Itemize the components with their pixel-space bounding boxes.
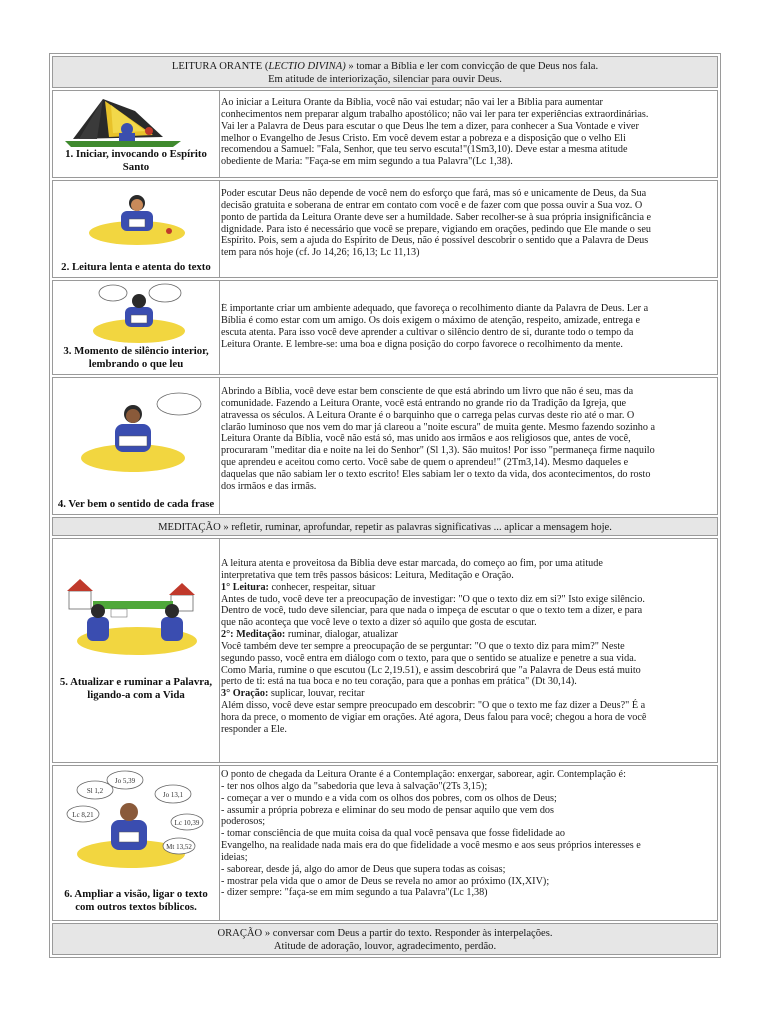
text-line: responder a Ele. (221, 723, 287, 735)
text-line: melhor o Evangelho de Jesus Cristo. Em você devem estar a pobreza e a disposição que o velho Eli (221, 132, 626, 144)
text-line: dos irmãos e das irmãs. (221, 480, 317, 492)
step-1-caption: 1. Iniciar, invocando o Espírito Santo (65, 148, 207, 173)
step-row-2 (52, 180, 718, 278)
text-line: Dentro de você, tudo deve silenciar, para que nada o impeça de escutar o que o texto tem a dizer, e para (221, 605, 643, 617)
step-5-caption: 5. Atualizar e ruminar a Palavra, ligando-a com a Vida (59, 676, 213, 701)
step-heading: 3° Oração: suplicar, louvar, recitar (221, 688, 365, 700)
text-line: - ter nos olhos algo da "sabedoria que leva à salvação"(2Ts 3,15); (221, 780, 488, 792)
text-line: Poder escutar Deus não depende de você nem do esforço que fará, mas só e unicamente de Deus, da Sua (221, 188, 647, 199)
text-line: - mostrar pela vida que o amor de Deus se revela no amor ao próximo (IX,XIV); (221, 875, 550, 887)
text-line: conhecimentos nem preparar algum trabalho apostólico; não vai ler para ter experiências extraordinárias. (221, 108, 649, 120)
text-line: comunidade. Fazendo a Leitura Orante, você está entrando no grande rio da Tradição da Igreja, que (221, 397, 627, 409)
step-4-caption: 4. Ver bem o sentido de cada frase (57, 498, 215, 510)
bubble-ref-1: Sl 1,2 (86, 787, 104, 795)
step-4-cell (53, 378, 220, 514)
text-line: Você também deve ter sempre a preocupação de se perguntar: "O que o texto diz para mim?" Neste (221, 640, 625, 652)
step-heading: 1° Leitura: conhecer, respeitar, situar (221, 581, 376, 593)
text-line: interpretativa que tem três passos básicos: Leitura, Meditação e Oração. (221, 569, 514, 581)
step-5-cell (53, 539, 220, 762)
text-line: Evangelho, na realidade nada mais era do que fidelidade a você mesmo e aos seus próprios interesses e (221, 840, 641, 852)
text-line: procuraram "meditar dia e noite na lei do Senhor" (Sl 1,3). São muitos! Por isso "permaneça firme naquilo (221, 445, 655, 457)
meditation-band: MEDITAÇÃO » refletir, ruminar, aprofundar, repetir as palavras significativas ... aplicar a mensagem hoje. (52, 517, 718, 536)
oracao-line2: Atitude de adoração, louvor, agradecimento, perdão. (273, 941, 497, 952)
step-6-caption: 6. Ampliar a visão, ligar o texto com outros textos bíblicos. (64, 888, 208, 913)
header-line2: Em atitude de interiorização, silenciar para ouvir Deus. (268, 74, 502, 85)
text-line: - assumir a própria pobreza e eliminar do seu modo de pensar aquilo que vem dos (221, 804, 554, 816)
text-line: perto de ti: está na tua boca e no teu coração, para que a ponhas em prática" (Dt 30,14). (221, 676, 577, 688)
text-line: Como Maria, rumine o que escutou (Lc 2,19.51), e assim descobrirá que "a Palavra de Deus está muito (221, 664, 641, 676)
text-line: tem para nós hoje (cf. Jo 14,26; 16,13; Lc 11,13) (221, 247, 420, 259)
text-line: escuta atenta. Para isso você deve aprender a cultivar o silêncio dentro de si, durante todo o tempo da (221, 326, 634, 338)
text-line: - saborear, desde já, algo do amor de Deus que supera todas as coisas; (221, 863, 506, 875)
step-1-cell (53, 91, 220, 177)
step-6-text (221, 769, 715, 919)
step-row-1 (52, 90, 718, 178)
step-row-5 (52, 538, 718, 763)
text-line: Espírito. Pois, sem a ajuda do Espírito de Deus, não é possível descobrir o sentido que a Palavra de Deus (221, 235, 649, 247)
text-line: ideias; (221, 851, 248, 863)
text-line: Leitura Orante da Bíblia, você não está só, mas unido aos irmãos e aos religiosos que, antes de você, (221, 433, 631, 445)
text-line: O ponto de chegada da Leitura Orante é a Contemplação: enxergar, saborear, agir. Contemplação é: (221, 769, 626, 780)
text-line: - começar a ver o mundo e a vida com os olhos dos pobres, com os olhos de Deus; (221, 792, 557, 804)
reading-table (49, 53, 721, 958)
text-line: Além disso, você deve estar sempre preocupado em descobrir: "O que o texto me faz dizer a Deus?" É a (221, 700, 646, 712)
step-6-cell (53, 766, 220, 920)
step-3-cell (53, 281, 220, 374)
step-2-cell (53, 181, 220, 277)
text-line: - dizer sempre: "faça-se em mim segundo a tua Palavra"(Lc 1,38) (221, 887, 488, 899)
step-row-4 (52, 377, 718, 515)
text-line: que aprendeu e aceitou como certo. Você sabe de quem o aprendeu!" (2Tm3,14). Mesmo daqueles e (221, 457, 629, 469)
text-line: Antes de tudo, você deve ter a preocupação de investigar: "O que o texto diz em si?" Isto exige silêncio. (221, 593, 645, 605)
text-line: ponto de partida da Leitura Orante deve ser a humildade. Saber recolher-se à sua própria insignificância e (221, 211, 652, 223)
reader-open-book-illustration (53, 378, 219, 476)
text-line: atravessa os séculos. A Leitura Orante é o barquinho que o carrega pelas curvas deste rio até o mar. O (221, 409, 635, 421)
text-line: obediente de Maria: "Faça-se em mim segundo a tua Palavra"(Lc 1,38). (221, 156, 513, 168)
step-row-3 (52, 280, 718, 375)
tent-illustration (53, 91, 219, 153)
step-3-caption: 3. Momento de silêncio interior, lembrando o que leu (63, 345, 209, 370)
village-scene-illustration (53, 539, 219, 659)
text-line: Vai ler a Palavra de Deus para escutar o que Deus lhe tem a dizer, para conhecer a Sua Vontade e viver (221, 120, 639, 132)
text-line: dignidade. Para isto é necessário que você se prepare, vigiando em orações, pedindo que Ele mande o seu (221, 223, 651, 235)
oracao-band (52, 923, 718, 955)
step-row-6 (52, 765, 718, 921)
text-line: Leitura Orante. E lembre-se: uma boa e digna posição do corpo favorece o recolhimento da mente. (221, 338, 623, 350)
silent-reader-illustration (53, 281, 219, 345)
bubble-ref-5: Lc 10,39 (174, 819, 200, 827)
step-5-text (221, 558, 715, 761)
reader-with-references-illustration (53, 766, 219, 874)
step-2-text (221, 188, 715, 276)
text-line: decisão gratuita e soberana de entrar em contato com você e de fazer com que possa ouvir a Sua voz. O (221, 199, 643, 211)
text-line: recomendou a Samuel: "Fala, Senhor, que teu servo escuta!"(1Sm3,10). Deve estar a mesma atitude (221, 144, 628, 156)
text-line: - tomar consciência de que muita coisa da qual você pensava que fosse fidelidade ao (221, 828, 565, 840)
step-heading: 2°: Meditação: ruminar, dialogar, atualizar (221, 629, 398, 641)
text-line: Ao iniciar a Leitura Orante da Bíblia, você não vai estudar; não vai ler a Bíblia para aumentar (221, 97, 603, 108)
text-line: clarão luminoso que nos vem do mar já clareou a "noite escura" de muita gente. Mesmo fazendo sozinho a (221, 421, 656, 433)
bubble-ref-6: Mt 13,52 (166, 843, 192, 851)
step-1-text (221, 97, 715, 176)
text-line: segundo passo, você entra em diálogo com o texto, para que o sentido se atualize e penetre a sua vida. (221, 652, 637, 664)
step-2-caption: 2. Leitura lenta e atenta do texto (61, 261, 211, 273)
reader-yellow-mat-illustration (53, 181, 219, 247)
text-line: É importante criar um ambiente adequado, que favoreça o recolhimento diante da Palavra de Deus. Ler a (221, 303, 649, 314)
header-band (52, 56, 718, 88)
text-line: hora da prece, o momento de vigiar em orações. Até agora, Deus falou para você; chegou a hora de você (221, 711, 647, 723)
oracao-line1: ORAÇÃO » conversar com Deus a partir do texto. Responder às interpelações. (217, 928, 553, 939)
step-4-text (221, 386, 715, 513)
text-line: daquelas que não sabiam ler o texto escrito! Eles sabiam ler o texto da vida, dos acontecimentos, do rosto (221, 468, 651, 480)
text-line: A leitura atenta e proveitosa da Bíblia deve estar marcada, do começo ao fim, por uma atitude (221, 558, 603, 569)
text-line: que não aconteça que você leve o texto a dizer só aquilo que gosta de escutar. (221, 617, 537, 629)
header-line1: LEITURA ORANTE (LECTIO DIVINA) » tomar a Bíblia e ler com convicção de que Deus nos fala. (171, 61, 599, 72)
text-line: Abrindo a Bíblia, você deve estar bem consciente de que está abrindo um livro que não é seu, mas da (221, 386, 634, 397)
bubble-ref-2: Jo 5,39 (114, 777, 136, 785)
text-line: poderosos; (221, 816, 266, 828)
step-3-text (221, 303, 715, 373)
text-line: Bíblia é como estar com um amigo. Os dois exigem o máximo de atenção, respeito, amizade, entrega e (221, 314, 640, 326)
bubble-ref-3: Jo 13,1 (162, 791, 184, 799)
bubble-ref-4: Lc 8,21 (72, 811, 94, 819)
